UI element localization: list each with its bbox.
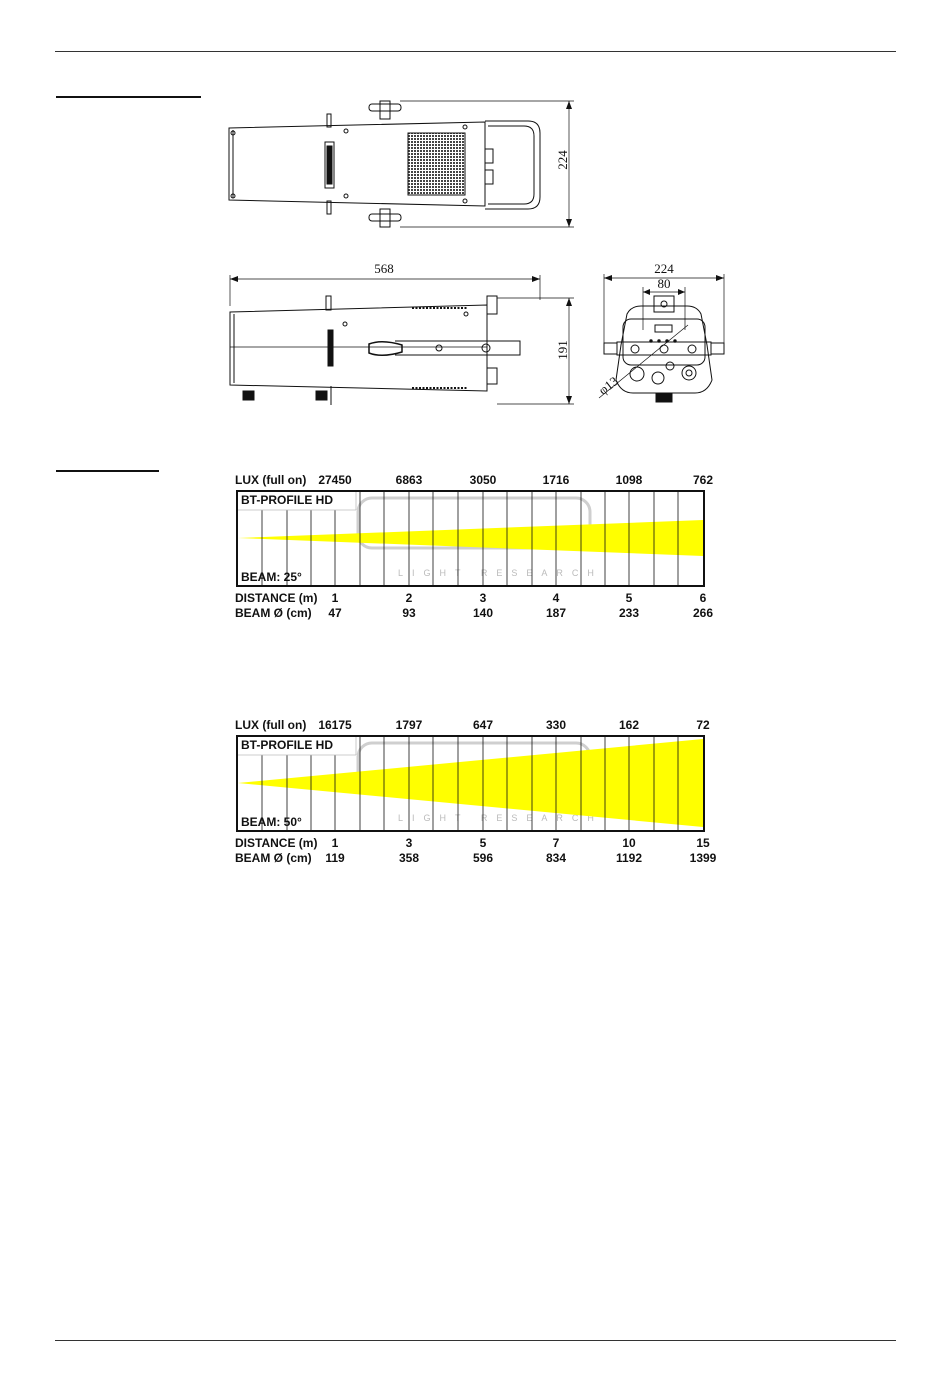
photometrics-section-underline <box>56 470 159 472</box>
beam-angle-label: BEAM: 25° <box>241 570 302 584</box>
lux-value: 162 <box>618 718 640 732</box>
diameter-value: 47 <box>328 606 342 620</box>
diameter-row-label: BEAM Ø (cm) <box>235 606 312 620</box>
footer-rule <box>55 1340 896 1341</box>
lux-value: 1098 <box>615 473 643 487</box>
distance-value: 2 <box>405 591 413 605</box>
diameter-value: 119 <box>325 851 345 865</box>
diameter-value: 266 <box>692 606 714 620</box>
distance-row-label: DISTANCE (m) <box>235 836 318 850</box>
beam-chart-50 <box>230 711 730 871</box>
lux-value: 762 <box>692 473 714 487</box>
diameter-value: 596 <box>472 851 494 865</box>
distance-value: 3 <box>479 591 487 605</box>
lux-value: 6863 <box>395 473 423 487</box>
lux-value: 1797 <box>395 718 423 732</box>
distance-value: 4 <box>552 591 560 605</box>
dim-front-width-label: 224 <box>654 261 674 276</box>
model-title: BT-PROFILE HD <box>241 738 333 752</box>
front-view-drawing <box>604 296 724 402</box>
lux-value: 72 <box>696 718 710 732</box>
distance-value: 10 <box>622 836 636 850</box>
distance-value: 15 <box>696 836 710 850</box>
lux-value: 647 <box>472 718 494 732</box>
watermark-text: LIGHT RESEARCH <box>398 568 603 578</box>
watermark-text: LIGHT RESEARCH <box>398 813 603 823</box>
beam-cone <box>238 520 703 556</box>
dim-front-inner-label: 80 <box>657 276 671 291</box>
distance-value: 1 <box>331 836 339 850</box>
length-dimension <box>230 261 540 306</box>
distance-row-label: DISTANCE (m) <box>235 591 318 605</box>
diameter-value: 140 <box>472 606 494 620</box>
lux-header-label: LUX (full on) <box>235 473 307 487</box>
diameter-value: 834 <box>545 851 567 865</box>
top-view-drawing <box>229 101 540 227</box>
lux-value: 3050 <box>469 473 497 487</box>
distance-value: 5 <box>479 836 487 850</box>
beam-angle-label: BEAM: 50° <box>241 815 302 829</box>
diameter-value: 93 <box>402 606 416 620</box>
diameter-value: 358 <box>398 851 420 865</box>
beam-chart-25 <box>230 466 730 626</box>
distance-value: 7 <box>552 836 560 850</box>
diameter-row-label: BEAM Ø (cm) <box>235 851 312 865</box>
dim-height-label: 191 <box>555 340 570 360</box>
distance-value: 5 <box>625 591 633 605</box>
diameter-value: 1192 <box>615 851 643 865</box>
diameter-value: 233 <box>618 606 640 620</box>
distance-value: 3 <box>405 836 413 850</box>
lux-header-label: LUX (full on) <box>235 718 307 732</box>
diameter-value: 187 <box>545 606 567 620</box>
diameter-value: 1399 <box>689 851 717 865</box>
dim-hole-label: φ13 <box>595 373 621 398</box>
distance-value: 6 <box>699 591 707 605</box>
side-height-dimension <box>497 298 574 404</box>
lux-value: 16175 <box>318 718 352 732</box>
dimension-drawings <box>0 0 950 440</box>
lux-value: 1716 <box>542 473 570 487</box>
distance-value: 1 <box>331 591 339 605</box>
lux-value: 330 <box>545 718 567 732</box>
dim-depth-label: 224 <box>555 150 570 170</box>
side-view-drawing <box>230 296 520 405</box>
model-title: BT-PROFILE HD <box>241 493 333 507</box>
dim-length-label: 568 <box>374 261 394 276</box>
lux-value: 27450 <box>318 473 352 487</box>
